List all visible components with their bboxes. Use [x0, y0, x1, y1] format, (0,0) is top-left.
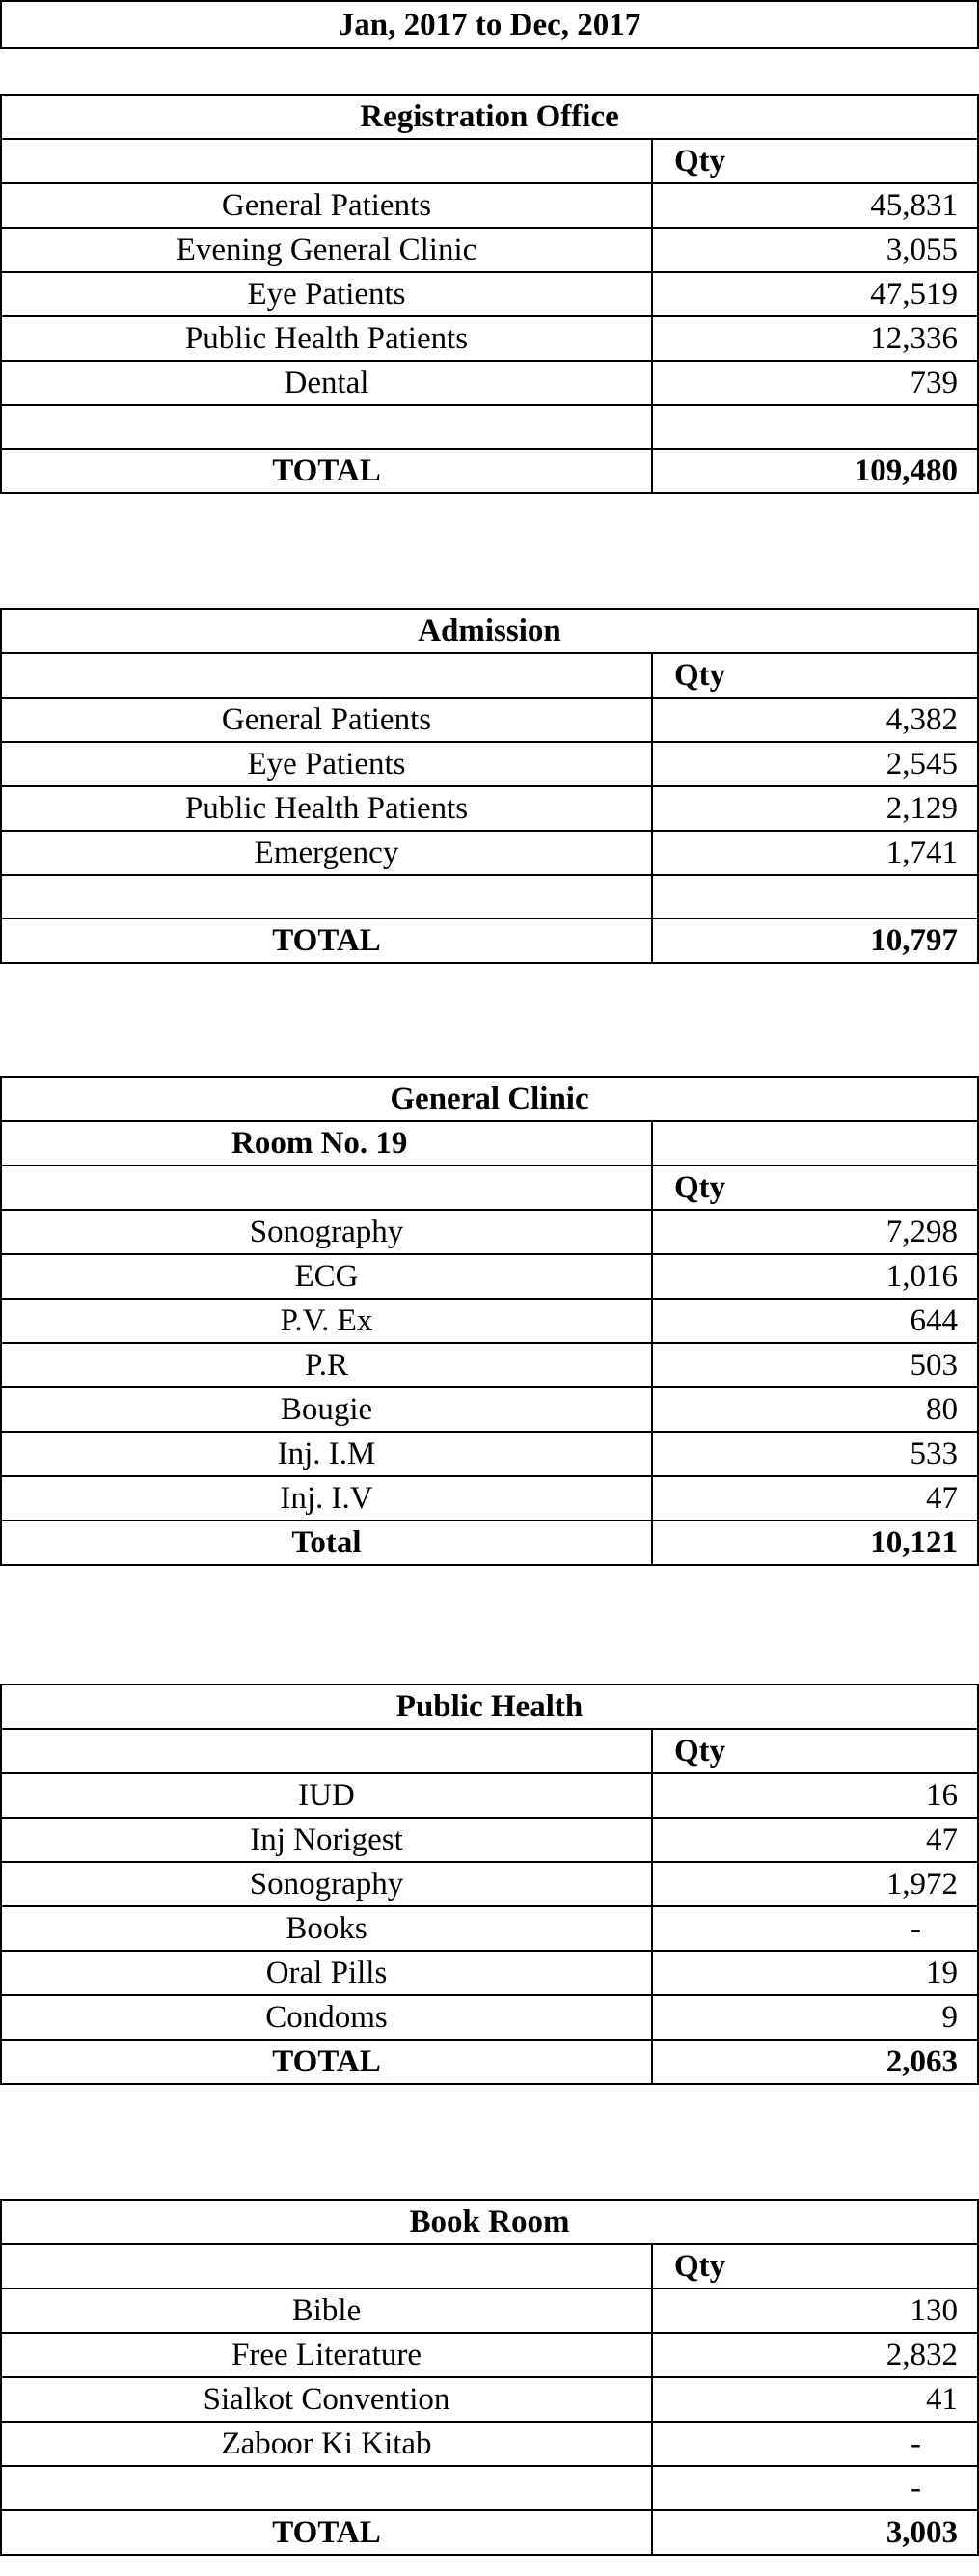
total-label: TOTAL: [1, 449, 652, 493]
row-label: Oral Pills: [1, 1951, 652, 1995]
table-row: [1, 272, 978, 316]
row-label: Bible: [1, 2288, 652, 2333]
section-title: Admission: [1, 609, 978, 653]
row-qty: 47,519: [652, 272, 978, 316]
row-label: Zaboor Ki Kitab: [1, 2422, 652, 2466]
qty-header: Qty: [652, 653, 978, 698]
total-value: 3,003: [652, 2510, 978, 2555]
total-row: [1, 918, 978, 963]
qty-header: Qty: [652, 1729, 978, 1773]
total-value: 10,121: [652, 1521, 978, 1565]
table-row: [1, 1210, 978, 1254]
table-row: [1, 742, 978, 786]
row-qty: 41: [652, 2377, 978, 2422]
period-header-table: [0, 0, 979, 49]
row-qty: 130: [652, 2288, 978, 2333]
period-title: Jan, 2017 to Dec, 2017: [1, 1, 978, 48]
row-label: ECG: [1, 1254, 652, 1299]
row-label: P.R: [1, 1343, 652, 1387]
row-label: General Patients: [1, 698, 652, 742]
row-qty: 80: [652, 1387, 978, 1432]
section-title: General Clinic: [1, 1077, 978, 1121]
total-value: 2,063: [652, 2040, 978, 2084]
row-qty: 47: [652, 1476, 978, 1521]
row-qty: 1,016: [652, 1254, 978, 1299]
table-row: [1, 2333, 978, 2377]
row-label: P.V. Ex: [1, 1299, 652, 1343]
total-label: TOTAL: [1, 2510, 652, 2555]
table-row: [1, 361, 978, 405]
table-row: [1, 1387, 978, 1432]
row-label: Public Health Patients: [1, 786, 652, 831]
row-label: Inj. I.V: [1, 1476, 652, 1521]
section-title: Public Health: [1, 1685, 978, 1729]
table-row: [1, 1995, 978, 2040]
row-label: Books: [1, 1906, 652, 1951]
table-row: [1, 786, 978, 831]
table-row: [1, 698, 978, 742]
row-qty: 45,831: [652, 183, 978, 228]
row-qty: 7,298: [652, 1210, 978, 1254]
table-row: [1, 183, 978, 228]
row-label: Bougie: [1, 1387, 652, 1432]
row-qty: 4,382: [652, 698, 978, 742]
table-row: [1, 228, 978, 272]
row-qty: 1,741: [652, 831, 978, 875]
general-clinic-table: [0, 1076, 979, 1566]
table-row: [1, 1343, 978, 1387]
section-title: Book Room: [1, 2200, 978, 2244]
table-row: [1, 1299, 978, 1343]
table-row: [1, 1432, 978, 1476]
total-row: [1, 449, 978, 493]
row-label: Dental: [1, 361, 652, 405]
qty-header: Qty: [652, 2244, 978, 2288]
row-qty: 19: [652, 1951, 978, 1995]
admission-table: [0, 608, 979, 964]
row-qty: 2,129: [652, 786, 978, 831]
row-qty: -: [652, 1906, 978, 1951]
row-label: IUD: [1, 1773, 652, 1818]
row-label: General Patients: [1, 183, 652, 228]
row-label: Eye Patients: [1, 272, 652, 316]
row-qty: 47: [652, 1818, 978, 1862]
row-label: Inj. I.M: [1, 1432, 652, 1476]
table-row: [1, 2288, 978, 2333]
section-title: Registration Office: [1, 95, 978, 139]
row-qty: 644: [652, 1299, 978, 1343]
table-row: [1, 831, 978, 875]
room-label: Room No. 19: [1, 1121, 652, 1165]
total-row: [1, 1521, 978, 1565]
total-label: TOTAL: [1, 918, 652, 963]
row-label: Emergency: [1, 831, 652, 875]
total-label: Total: [1, 1521, 652, 1565]
book-room-table: [0, 2199, 979, 2556]
total-value: 109,480: [652, 449, 978, 493]
row-qty: 503: [652, 1343, 978, 1387]
row-qty: 2,545: [652, 742, 978, 786]
row-label: Free Literature: [1, 2333, 652, 2377]
row-qty: 3,055: [652, 228, 978, 272]
total-row: [1, 2040, 978, 2084]
public-health-table: [0, 1684, 979, 2085]
total-value: 10,797: [652, 918, 978, 963]
row-label: Sonography: [1, 1210, 652, 1254]
row-qty: -: [652, 2422, 978, 2466]
table-row: [1, 1906, 978, 1951]
row-label: [1, 2466, 652, 2510]
row-qty: 9: [652, 1995, 978, 2040]
table-row: [1, 2377, 978, 2422]
row-label: Sialkot Convention: [1, 2377, 652, 2422]
empty-row: [1, 875, 978, 918]
row-qty: 2,832: [652, 2333, 978, 2377]
registration-office-table: [0, 94, 979, 494]
row-qty: 1,972: [652, 1862, 978, 1906]
row-label: Inj Norigest: [1, 1818, 652, 1862]
empty-row: [1, 405, 978, 449]
table-row: [1, 1818, 978, 1862]
table-row: [1, 1773, 978, 1818]
table-row: [1, 1951, 978, 1995]
row-label: Sonography: [1, 1862, 652, 1906]
qty-header: Qty: [652, 139, 978, 183]
table-row: [1, 1862, 978, 1906]
table-row: [1, 2422, 978, 2466]
row-label: Condoms: [1, 1995, 652, 2040]
total-row: [1, 2510, 978, 2555]
table-row: [1, 316, 978, 361]
table-row: [1, 1476, 978, 1521]
row-label: Evening General Clinic: [1, 228, 652, 272]
row-qty: 12,336: [652, 316, 978, 361]
table-row: [1, 2466, 978, 2510]
row-label: Eye Patients: [1, 742, 652, 786]
total-label: TOTAL: [1, 2040, 652, 2084]
row-qty: 16: [652, 1773, 978, 1818]
row-label: Public Health Patients: [1, 316, 652, 361]
qty-header: Qty: [652, 1165, 978, 1210]
row-qty: 739: [652, 361, 978, 405]
table-row: [1, 1254, 978, 1299]
row-qty: 533: [652, 1432, 978, 1476]
row-qty: -: [652, 2466, 978, 2510]
